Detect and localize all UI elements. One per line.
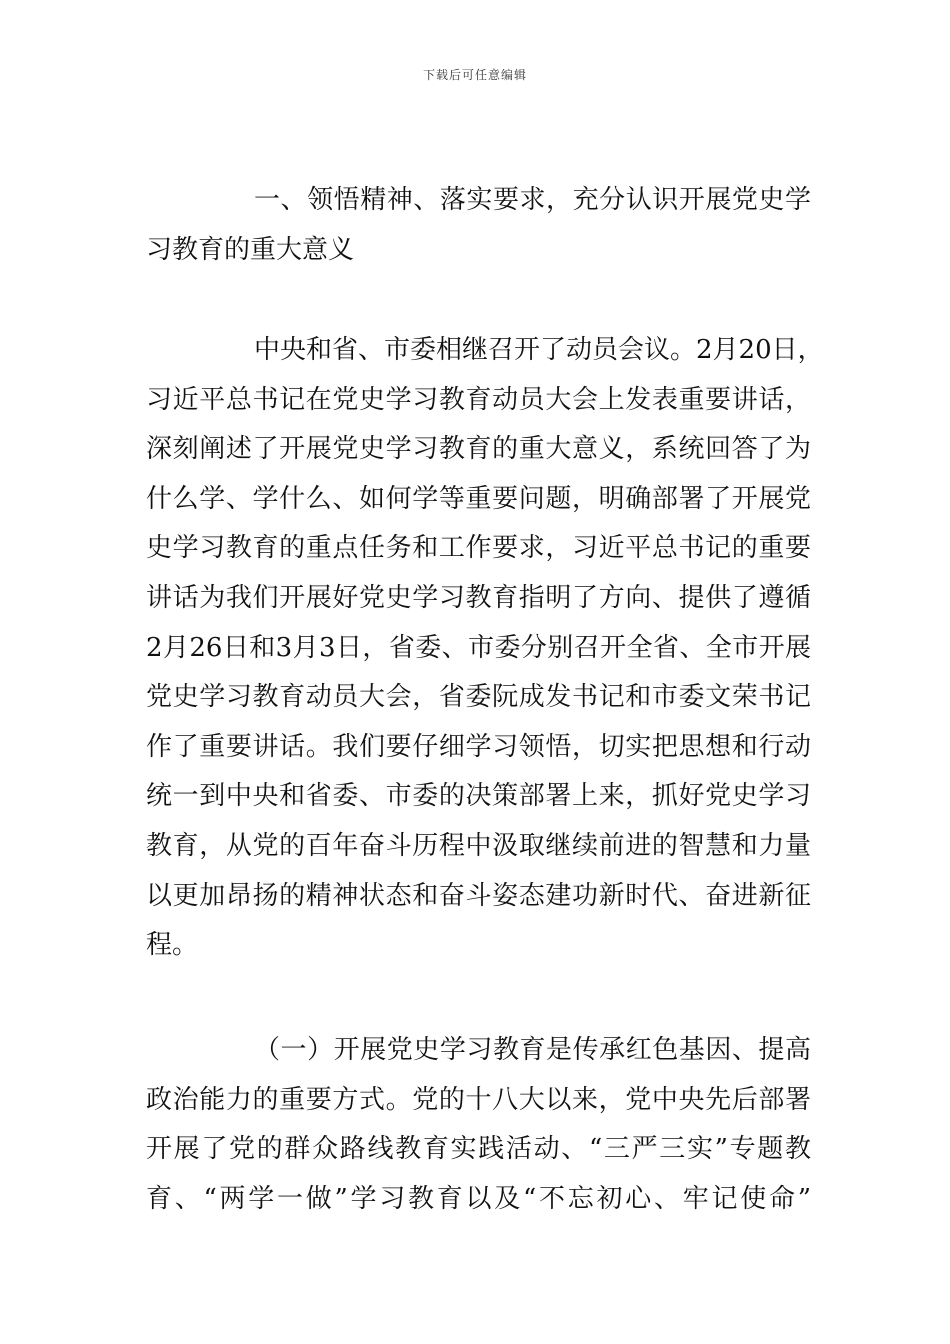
- paragraph-line: 2月26日和3月3日，省委、市委分别召开全省、全市开展: [146, 632, 811, 663]
- paragraph-line: （一）开展党史学习教育是传承红色基因、提高: [254, 1035, 811, 1065]
- paragraph-line: 以更加昂扬的精神状态和奋斗姿态建功新时代、奋进新征: [146, 880, 811, 911]
- paragraph-1: [146, 326, 824, 971]
- paragraph-line: 深刻阐述了开展党史学习教育的重大意义，系统回答了为: [146, 434, 811, 465]
- paragraph-line: 什么学、学什么、如何学等重要问题，明确部署了开展党: [146, 483, 811, 514]
- paragraph-line: 教育，从党的百年奋斗历程中汲取继续前进的智慧和力量: [146, 830, 811, 861]
- paragraph-line: 史学习教育的重点任务和工作要求，习近平总书记的重要: [146, 533, 811, 564]
- paragraph-line: 党史学习教育动员大会，省委阮成发书记和市委文荣书记: [146, 682, 811, 713]
- paragraph-line: 统一到中央和省委、市委的决策部署上来，抓好党史学习: [146, 781, 811, 812]
- header-note: 下载后可任意编辑: [422, 68, 527, 82]
- paragraph-line: 习近平总书记在党史学习教育动员大会上发表重要讲话，: [146, 384, 811, 415]
- paragraph-line: 讲话为我们开展好党史学习教育指明了方向、提供了遵循: [146, 582, 811, 613]
- paragraph-line: 程。: [146, 930, 199, 961]
- heading-line: 一、领悟精神、落实要求，充分认识开展党史学: [254, 185, 811, 215]
- paragraph-line: 育、“两学一做”学习教育以及“不忘初心、牢记使命”: [146, 1183, 811, 1214]
- section-heading: [146, 176, 811, 275]
- paragraph-line: 中央和省、市委相继召开了动员会议。2月20日，: [254, 335, 824, 365]
- paragraph-line: 开展了党的群众路线教育实践活动、“三严三实”专题教: [146, 1134, 811, 1165]
- paragraph-line: 政治能力的重要方式。党的十八大以来，党中央先后部署: [146, 1084, 811, 1115]
- paragraph-line: 作了重要讲话。我们要仔细学习领悟，切实把思想和行动: [146, 731, 811, 762]
- heading-line: 习教育的重大意义: [146, 234, 355, 265]
- paragraph-2: [146, 1026, 811, 1224]
